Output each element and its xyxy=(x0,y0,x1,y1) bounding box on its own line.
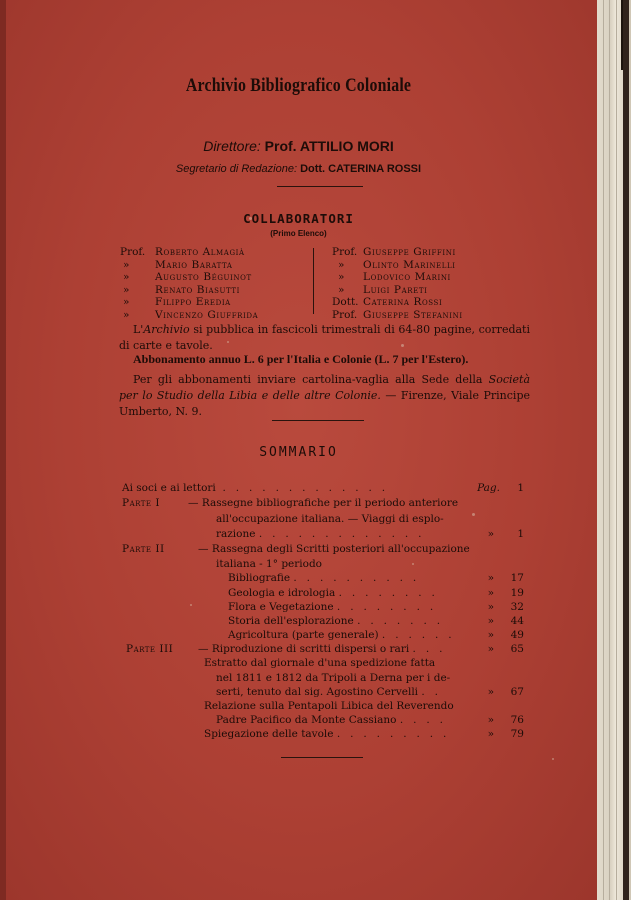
toc-entry: Parte I — Rassegne bibliografiche per il periodo anteriore xyxy=(122,497,459,509)
collaborator: » Vincenzo Giuffrida xyxy=(123,308,259,321)
speck xyxy=(552,758,554,760)
page-number: 17 xyxy=(510,572,524,584)
table-of-contents xyxy=(122,481,532,751)
page-number: 44 xyxy=(510,615,524,627)
page-number: 65 xyxy=(510,643,524,655)
collaborator: Prof. Giuseppe Stefanini xyxy=(332,308,463,321)
toc-entry: italiana - 1° periodo xyxy=(216,558,323,570)
pag-label: Pag. xyxy=(477,482,500,494)
toc-entry: Geologia e idrologia . . . . . . . . xyxy=(228,587,439,599)
toc-entry: Parte III — Riproduzione di scritti dispersi o rari . . . xyxy=(126,643,446,655)
ditto-mark: » xyxy=(487,528,494,540)
toc-entry: razione . . . . . . . . . . . . . xyxy=(216,528,425,540)
toc-entry: Parte II — Rassegna degli Scritti posteriori all'occupazione xyxy=(122,543,470,555)
toc-entry: Storia dell'esplorazione . . . . . . . xyxy=(228,615,444,627)
collaborator: » Filippo Eredia xyxy=(123,296,231,309)
collaboratori-right-column xyxy=(332,246,463,322)
collaborator: Prof. Giuseppe Griffini xyxy=(332,246,456,258)
collaborator: » Augusto Béguinot xyxy=(123,271,252,284)
ditto-mark: » xyxy=(487,601,494,613)
subscription-price: Abbonamento annuo L. 6 per l'Italia e Colonie (L. 7 per l'Estero). xyxy=(133,352,469,366)
collaborator: Prof. Roberto Almagià xyxy=(120,246,245,258)
divider xyxy=(281,757,363,758)
segretario-label: Segretario di Redazione: xyxy=(175,163,297,175)
toc-entry: Bibliografie . . . . . . . . . . xyxy=(228,572,420,584)
sommario-title: SOMMARIO xyxy=(259,445,338,460)
collaboratori-left-column xyxy=(120,246,258,322)
toc-entry: Spiegazione delle tavole . . . . . . . . . xyxy=(204,728,450,740)
toc-entry: Ai soci e ai lettori . . . . . . . . . . . . . xyxy=(122,482,389,494)
subscription-info: Per gli abbonamenti inviare cartolina-vaglia alla Sede della Società per lo Studio della Libia e delle altre Colonie. — Firenze, Viale Principe Umberto, N. 9. xyxy=(119,373,530,418)
collaborator: » Lodovico Marini xyxy=(338,271,451,284)
page-number: 1 xyxy=(517,528,524,540)
page-edge-strip xyxy=(597,0,631,900)
toc-entry: nel 1811 e 1812 da Tripoli a Derna per i de- xyxy=(216,672,451,684)
collaboratori-title: COLLABORATORI xyxy=(243,211,354,226)
page-number: 19 xyxy=(510,587,524,599)
toc-entry: serti, tenuto dal sig. Agostino Cervelli . . xyxy=(216,686,442,698)
direttore-name: Prof. ATTILIO MORI xyxy=(264,138,394,154)
page-number: 76 xyxy=(510,714,524,726)
page-number: 79 xyxy=(510,728,524,740)
ditto-mark: » xyxy=(487,629,494,641)
divider xyxy=(272,420,364,421)
journal-title: Archivio Bibliografico Coloniale xyxy=(185,76,412,96)
ditto-mark: » xyxy=(487,714,494,726)
toc-entry: Agricoltura (parte generale) . . . . . . xyxy=(228,629,455,641)
brace-divider xyxy=(313,248,318,314)
divider xyxy=(277,186,363,187)
ditto-mark: » xyxy=(487,643,494,655)
ditto-mark: » xyxy=(487,615,494,627)
page-number: 32 xyxy=(510,601,524,613)
ditto-mark: » xyxy=(487,572,494,584)
collaborator: Dott. Caterina Rossi xyxy=(332,296,443,309)
page-number: 1 xyxy=(517,482,524,494)
segretario-line xyxy=(0,163,597,175)
toc-entry: Padre Pacifico da Monte Cassiano . . . . xyxy=(216,714,447,726)
toc-entry: Flora e Vegetazione . . . . . . . . xyxy=(228,601,437,613)
ditto-mark: » xyxy=(487,587,494,599)
collaborator: » Mario Baratta xyxy=(123,258,233,271)
toc-entry: Estratto dal giornale d'una spedizione fatta xyxy=(204,657,436,669)
collaborator: » Renato Biasutti xyxy=(123,283,241,296)
page-number: 49 xyxy=(510,629,524,641)
collaboratori-subtitle: (Primo Elenco) xyxy=(270,229,327,238)
collaborator: » Luigi Pareti xyxy=(338,283,428,296)
segretario-name: Dott. CATERINA ROSSI xyxy=(300,163,422,175)
toc-entry: all'occupazione italiana. — Viaggi di esplo- xyxy=(216,513,444,525)
page-number: 67 xyxy=(510,686,524,698)
publication-info: L'Archivio si pubblica in fascicoli trimestrali di 64-80 pagine, corredati di carte e tavole. xyxy=(119,323,530,352)
ditto-mark: » xyxy=(487,728,494,740)
direttore-line xyxy=(0,138,597,154)
toc-entry: Relazione sulla Pentapoli Libica del Reverendo xyxy=(204,700,454,712)
direttore-label: Direttore: xyxy=(203,138,261,154)
collaborator: » Olinto Marinelli xyxy=(338,258,456,271)
ditto-mark: » xyxy=(487,686,494,698)
